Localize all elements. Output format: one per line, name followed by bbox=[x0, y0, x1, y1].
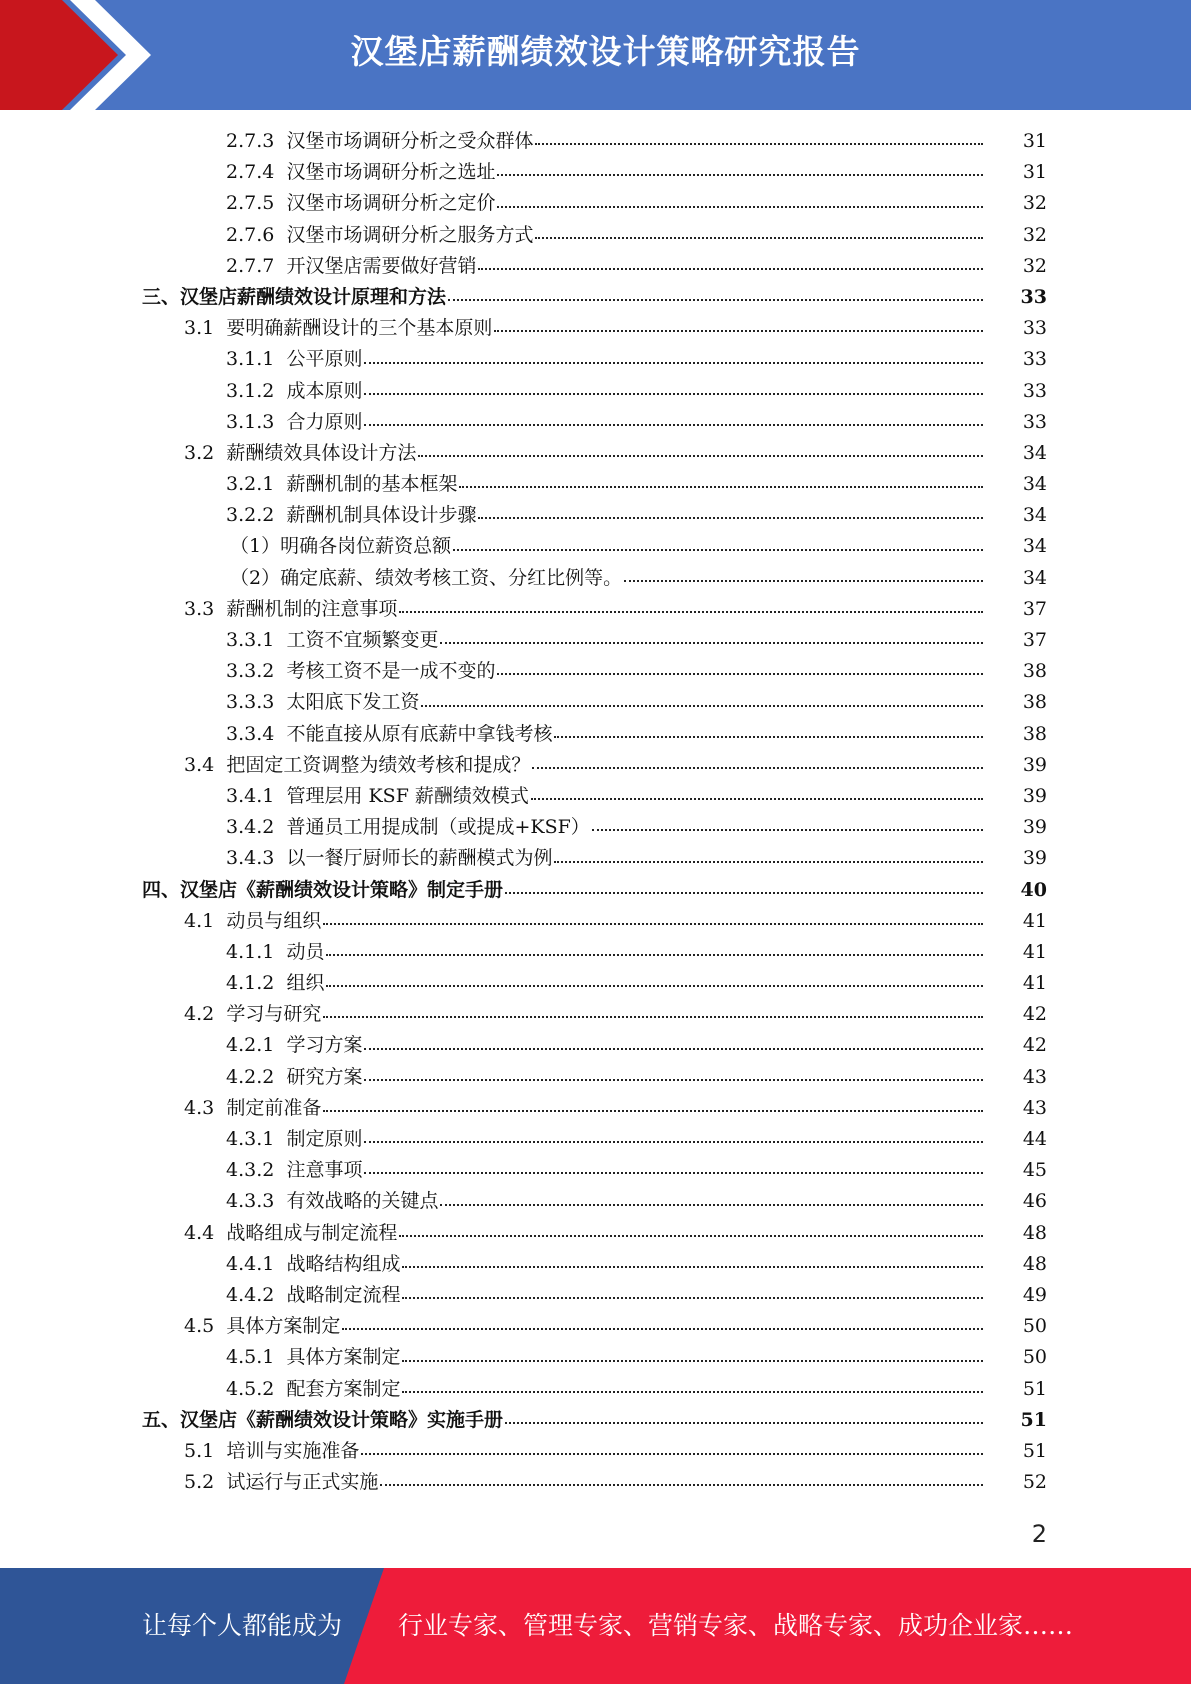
toc-entry-title: 合力原则 bbox=[286, 410, 363, 433]
toc-entry-gap bbox=[214, 317, 226, 339]
toc-entry-gap bbox=[274, 1284, 286, 1306]
toc-entry-page: 50 bbox=[1022, 1346, 1047, 1369]
toc-entry[interactable] bbox=[0, 656, 1191, 687]
toc-entry-title: 普通员工用提成制（或提成+KSF） bbox=[286, 816, 590, 839]
toc-entry-page: 34 bbox=[1022, 441, 1047, 464]
toc-entry[interactable] bbox=[0, 1218, 1191, 1249]
toc-entry[interactable] bbox=[0, 1062, 1191, 1093]
toc-entry-number: 3.3 bbox=[184, 597, 215, 620]
toc-entry-title: 战略结构组成 bbox=[286, 1252, 401, 1275]
toc-entry-title: 公平原则 bbox=[286, 348, 363, 371]
toc-entry-gap bbox=[274, 816, 286, 838]
toc-entry[interactable] bbox=[0, 376, 1191, 407]
toc-entry-gap bbox=[274, 130, 286, 152]
toc-entry-gap bbox=[274, 348, 286, 370]
toc-entry-page: 52 bbox=[1022, 1471, 1047, 1494]
toc-entry-number: 4.4.1 bbox=[226, 1252, 275, 1275]
toc-entry-number: 3.3.3 bbox=[226, 691, 275, 714]
toc-entry[interactable] bbox=[0, 282, 1191, 313]
toc-entry-number: 4.5.2 bbox=[226, 1377, 275, 1400]
toc-dot-leader bbox=[326, 954, 983, 956]
toc-entry[interactable] bbox=[0, 563, 1191, 594]
toc-entry-gap bbox=[274, 1253, 286, 1275]
toc-dot-leader bbox=[342, 1328, 983, 1330]
toc-entry-gap bbox=[214, 754, 226, 776]
toc-entry-title: 学习方案 bbox=[286, 1034, 363, 1057]
toc-entry[interactable] bbox=[0, 1249, 1191, 1280]
toc-entry-gap bbox=[274, 972, 286, 994]
toc-entry-page: 32 bbox=[1022, 223, 1047, 246]
toc-entry-page: 33 bbox=[1022, 348, 1047, 371]
toc-entry-title: 配套方案制定 bbox=[286, 1377, 401, 1400]
toc-entry[interactable] bbox=[0, 687, 1191, 718]
toc-dot-leader bbox=[399, 1235, 983, 1237]
toc-entry-gap bbox=[274, 1378, 286, 1400]
toc-entry-number: 2.7.7 bbox=[226, 254, 275, 277]
toc-dot-leader bbox=[440, 1204, 983, 1206]
toc-entry-gap bbox=[274, 785, 286, 807]
toc-entry-title: 管理层用 KSF 薪酬绩效模式 bbox=[286, 784, 529, 807]
toc-entry[interactable] bbox=[0, 469, 1191, 500]
toc-entry-title: 薪酬机制的注意事项 bbox=[226, 597, 398, 620]
toc-entry-page: 38 bbox=[1022, 722, 1047, 745]
toc-entry-number: 3.4.3 bbox=[226, 847, 275, 870]
toc-entry-gap bbox=[214, 598, 226, 620]
toc-entry-number: 2.7.6 bbox=[226, 223, 275, 246]
toc-entry-number: 4.4.2 bbox=[226, 1283, 275, 1306]
toc-entry-title: 太阳底下发工资 bbox=[286, 691, 420, 714]
toc-entry-gap bbox=[274, 504, 286, 526]
toc-entry[interactable] bbox=[0, 126, 1191, 157]
toc-entry-number: 4.3.2 bbox=[226, 1159, 275, 1182]
toc-entry-page: 33 bbox=[1020, 285, 1047, 308]
toc-entry[interactable] bbox=[0, 1280, 1191, 1311]
toc-dot-leader bbox=[531, 798, 983, 800]
toc-entry[interactable] bbox=[0, 1342, 1191, 1373]
toc-entry-title: 战略制定流程 bbox=[286, 1283, 401, 1306]
toc-entry-title: 组织 bbox=[286, 972, 325, 995]
toc-dot-leader bbox=[592, 829, 983, 831]
toc-entry-page: 48 bbox=[1022, 1221, 1047, 1244]
toc-entry-gap bbox=[214, 442, 226, 464]
toc-entry-title: 三、汉堡店薪酬绩效设计原理和方法 bbox=[142, 285, 447, 308]
toc-entry-title: 要明确薪酬设计的三个基本原则 bbox=[226, 317, 493, 340]
toc-dot-leader bbox=[505, 1422, 983, 1424]
toc-entry[interactable] bbox=[0, 220, 1191, 251]
toc-entry-page: 34 bbox=[1022, 473, 1047, 496]
toc-entry-gap bbox=[274, 224, 286, 246]
toc-dot-leader bbox=[364, 1079, 983, 1081]
toc-dot-leader bbox=[497, 673, 983, 675]
toc-entry-title: 不能直接从原有底薪中拿钱考核 bbox=[286, 722, 553, 745]
toc-entry[interactable] bbox=[0, 1436, 1191, 1467]
toc-entry-gap bbox=[214, 910, 226, 932]
toc-entry-title: 汉堡市场调研分析之受众群体 bbox=[286, 130, 534, 152]
toc-entry-page: 38 bbox=[1022, 691, 1047, 714]
toc-entry-page: 31 bbox=[1022, 130, 1047, 152]
toc-dot-leader bbox=[459, 486, 983, 488]
toc-entry[interactable] bbox=[0, 843, 1191, 874]
toc-entry-number: 3.2.1 bbox=[226, 473, 275, 496]
toc-entry-number: 3.2 bbox=[184, 441, 215, 464]
toc-entry-number: 4.4 bbox=[184, 1221, 215, 1244]
toc-entry[interactable] bbox=[0, 531, 1191, 562]
toc-dot-leader bbox=[532, 767, 983, 769]
toc-dot-leader bbox=[364, 1172, 983, 1174]
page-title: 汉堡店薪酬绩效设计策略研究报告 bbox=[350, 32, 861, 71]
toc-entry-number: 5.2 bbox=[184, 1471, 215, 1494]
toc-entry-title: 考核工资不是一成不变的 bbox=[286, 660, 496, 683]
toc-entry-title: 开汉堡店需要做好营销 bbox=[286, 254, 477, 277]
toc-entry-number: 2.7.4 bbox=[226, 161, 275, 184]
toc-entry-gap bbox=[274, 629, 286, 651]
toc-entry-title: 培训与实施准备 bbox=[226, 1439, 360, 1462]
page-header bbox=[0, 0, 1191, 110]
toc-entry-title: 研究方案 bbox=[286, 1065, 363, 1088]
toc-entry-title: 汉堡市场调研分析之服务方式 bbox=[286, 223, 534, 246]
toc-dot-leader bbox=[497, 174, 983, 176]
page-number: 2 bbox=[1031, 1520, 1047, 1548]
toc-entry-number: 3.3.1 bbox=[226, 629, 275, 651]
toc-dot-leader bbox=[323, 1110, 983, 1112]
toc-entry-gap bbox=[214, 1222, 226, 1244]
toc-entry-page: 33 bbox=[1022, 410, 1047, 433]
toc-dot-leader bbox=[402, 1391, 983, 1393]
toc-entry-page: 34 bbox=[1022, 535, 1047, 558]
toc-entry-number: 3.1.2 bbox=[226, 379, 275, 402]
toc-dot-leader bbox=[364, 1141, 983, 1143]
toc-entry[interactable] bbox=[0, 1124, 1191, 1155]
toc-entry-page: 39 bbox=[1022, 753, 1047, 776]
toc-entry[interactable] bbox=[0, 1155, 1191, 1186]
toc-entry-page: 44 bbox=[1022, 1128, 1047, 1150]
table-of-contents bbox=[0, 126, 1191, 1498]
toc-entry-gap bbox=[274, 411, 286, 433]
toc-dot-leader bbox=[364, 1048, 983, 1050]
toc-entry-page: 31 bbox=[1022, 161, 1047, 184]
toc-entry[interactable] bbox=[0, 875, 1191, 906]
toc-entry[interactable] bbox=[0, 750, 1191, 781]
toc-entry-gap bbox=[274, 192, 286, 214]
toc-entry-page: 41 bbox=[1022, 909, 1047, 932]
footer-slogan-left: 让每个人都能成为 bbox=[142, 1611, 343, 1640]
toc-entry-gap bbox=[274, 691, 286, 713]
toc-dot-leader bbox=[554, 861, 983, 863]
toc-entry-title: （1）明确各岗位薪资总额 bbox=[230, 535, 452, 558]
toc-dot-leader bbox=[440, 642, 983, 644]
toc-entry[interactable] bbox=[0, 625, 1191, 656]
toc-entry-title: 薪酬机制的基本框架 bbox=[286, 473, 458, 496]
toc-entry-page: 51 bbox=[1022, 1377, 1047, 1400]
page-footer bbox=[0, 1568, 1191, 1684]
toc-entry-page: 34 bbox=[1022, 566, 1047, 589]
toc-entry-page: 50 bbox=[1022, 1315, 1047, 1338]
toc-dot-leader bbox=[624, 580, 983, 582]
toc-entry-number: 3.1 bbox=[184, 317, 215, 340]
toc-entry-number: 4.5.1 bbox=[226, 1346, 275, 1369]
toc-dot-leader bbox=[421, 705, 983, 707]
toc-entry-number: 2.7.3 bbox=[226, 130, 275, 152]
toc-entry-gap bbox=[274, 255, 286, 277]
toc-entry-page: 33 bbox=[1022, 379, 1047, 402]
toc-entry[interactable] bbox=[0, 344, 1191, 375]
toc-entry[interactable] bbox=[0, 438, 1191, 469]
toc-dot-leader bbox=[323, 923, 983, 925]
toc-entry[interactable] bbox=[0, 500, 1191, 531]
toc-entry-title: （2）确定底薪、绩效考核工资、分红比例等。 bbox=[230, 566, 623, 589]
toc-entry-page: 33 bbox=[1022, 317, 1047, 340]
toc-entry-page: 41 bbox=[1022, 972, 1047, 995]
toc-entry-title: 具体方案制定 bbox=[226, 1315, 341, 1338]
toc-entry[interactable] bbox=[0, 594, 1191, 625]
toc-dot-leader bbox=[402, 1266, 983, 1268]
toc-entry[interactable] bbox=[0, 1374, 1191, 1405]
toc-dot-leader bbox=[554, 736, 983, 738]
toc-entry-gap bbox=[274, 473, 286, 495]
toc-entry[interactable] bbox=[0, 1186, 1191, 1217]
toc-dot-leader bbox=[364, 362, 983, 364]
toc-entry-page: 48 bbox=[1022, 1252, 1047, 1275]
toc-entry-number: 3.3.2 bbox=[226, 660, 275, 683]
toc-entry-gap bbox=[274, 847, 286, 869]
toc-entry[interactable] bbox=[0, 157, 1191, 188]
toc-dot-leader bbox=[402, 1297, 983, 1299]
toc-entry-title: 制定原则 bbox=[286, 1128, 363, 1150]
toc-dot-leader bbox=[478, 268, 983, 270]
toc-entry-number: 4.2.1 bbox=[226, 1034, 275, 1057]
toc-entry[interactable] bbox=[0, 251, 1191, 282]
toc-entry-page: 42 bbox=[1022, 1034, 1047, 1057]
toc-dot-leader bbox=[494, 330, 983, 332]
toc-entry-page: 45 bbox=[1022, 1159, 1047, 1182]
toc-entry-page: 38 bbox=[1022, 660, 1047, 683]
toc-entry-number: 4.1.1 bbox=[226, 940, 275, 963]
toc-entry-gap bbox=[274, 380, 286, 402]
toc-entry-page: 40 bbox=[1020, 878, 1047, 901]
toc-entry-title: 工资不宜频繁变更 bbox=[286, 629, 439, 651]
toc-entry-title: 有效战略的关键点 bbox=[286, 1190, 439, 1213]
toc-entry-gap bbox=[214, 1003, 226, 1025]
toc-entry[interactable] bbox=[0, 1093, 1191, 1124]
toc-entry[interactable] bbox=[0, 1311, 1191, 1342]
toc-entry-number: 3.3.4 bbox=[226, 722, 275, 745]
toc-entry[interactable] bbox=[0, 313, 1191, 344]
toc-entry-page: 49 bbox=[1022, 1283, 1047, 1306]
toc-entry[interactable] bbox=[0, 999, 1191, 1030]
toc-entry-title: 薪酬绩效具体设计方法 bbox=[226, 441, 417, 464]
toc-entry[interactable] bbox=[0, 407, 1191, 438]
toc-dot-leader bbox=[453, 549, 983, 551]
toc-dot-leader bbox=[535, 143, 983, 145]
toc-entry-page: 51 bbox=[1022, 1439, 1047, 1462]
toc-entry-page: 51 bbox=[1020, 1408, 1047, 1431]
toc-entry-number: 4.3.3 bbox=[226, 1190, 275, 1213]
toc-entry-page: 37 bbox=[1022, 597, 1047, 620]
toc-entry-page: 34 bbox=[1022, 504, 1047, 527]
toc-entry-title: 薪酬机制具体设计步骤 bbox=[286, 504, 477, 527]
toc-entry-page: 32 bbox=[1022, 254, 1047, 277]
toc-entry-title: 试运行与正式实施 bbox=[226, 1471, 379, 1494]
toc-entry[interactable] bbox=[0, 719, 1191, 750]
toc-entry-title: 汉堡市场调研分析之选址 bbox=[286, 161, 496, 184]
toc-dot-leader bbox=[497, 206, 983, 208]
toc-entry-title: 汉堡市场调研分析之定价 bbox=[286, 192, 496, 215]
toc-entry-gap bbox=[274, 1034, 286, 1056]
toc-dot-leader bbox=[448, 299, 983, 301]
toc-entry-number: 2.7.5 bbox=[226, 192, 275, 215]
toc-entry-gap bbox=[274, 1346, 286, 1368]
toc-entry-title: 四、汉堡店《薪酬绩效设计策略》制定手册 bbox=[142, 878, 504, 901]
toc-dot-leader bbox=[364, 424, 983, 426]
toc-dot-leader bbox=[399, 611, 983, 613]
toc-entry-title: 具体方案制定 bbox=[286, 1346, 401, 1369]
toc-entry-gap bbox=[274, 161, 286, 183]
toc-entry-number: 4.3.1 bbox=[226, 1128, 275, 1150]
toc-entry-page: 42 bbox=[1022, 1003, 1047, 1026]
toc-entry-page: 46 bbox=[1022, 1190, 1047, 1213]
toc-entry-page: 39 bbox=[1022, 784, 1047, 807]
toc-entry[interactable] bbox=[0, 781, 1191, 812]
footer-slogan-right: 行业专家、管理专家、营销专家、战略专家、成功企业家…… bbox=[398, 1611, 1074, 1640]
toc-entry-gap bbox=[274, 1128, 286, 1150]
toc-entry-number: 3.4.1 bbox=[226, 784, 275, 807]
toc-entry-title: 战略组成与制定流程 bbox=[226, 1221, 398, 1244]
toc-entry-title: 动员与组织 bbox=[226, 909, 322, 932]
toc-entry-gap bbox=[274, 723, 286, 745]
toc-entry-number: 4.2 bbox=[184, 1003, 215, 1026]
toc-entry[interactable] bbox=[0, 906, 1191, 937]
toc-dot-leader bbox=[505, 892, 983, 894]
toc-dot-leader bbox=[418, 455, 983, 457]
toc-entry-gap bbox=[214, 1440, 226, 1462]
toc-entry-title: 五、汉堡店《薪酬绩效设计策略》实施手册 bbox=[142, 1408, 504, 1431]
toc-entry-title: 成本原则 bbox=[286, 379, 363, 402]
toc-entry-gap bbox=[214, 1471, 226, 1493]
toc-dot-leader bbox=[478, 517, 983, 519]
toc-entry-title: 以一餐厅厨师长的薪酬模式为例 bbox=[286, 847, 553, 870]
toc-entry-number: 3.1.1 bbox=[226, 348, 275, 371]
toc-entry-gap bbox=[214, 1315, 226, 1337]
toc-entry-title: 动员 bbox=[286, 940, 325, 963]
toc-entry-page: 39 bbox=[1022, 847, 1047, 870]
toc-entry-number: 4.1.2 bbox=[226, 972, 275, 995]
toc-entry-gap bbox=[274, 941, 286, 963]
toc-entry-number: 3.2.2 bbox=[226, 504, 275, 527]
toc-entry[interactable] bbox=[0, 1030, 1191, 1061]
toc-entry-gap bbox=[274, 660, 286, 682]
toc-dot-leader bbox=[326, 985, 983, 987]
toc-entry-page: 32 bbox=[1022, 192, 1047, 215]
toc-entry-page: 37 bbox=[1022, 629, 1047, 651]
toc-entry-page: 43 bbox=[1022, 1065, 1047, 1088]
toc-entry-gap bbox=[214, 1097, 226, 1119]
toc-dot-leader bbox=[535, 237, 983, 239]
toc-entry-gap bbox=[274, 1159, 286, 1181]
toc-entry[interactable] bbox=[0, 937, 1191, 968]
toc-entry-number: 4.5 bbox=[184, 1315, 215, 1338]
toc-entry-number: 3.1.3 bbox=[226, 410, 275, 433]
toc-entry-number: 3.4.2 bbox=[226, 816, 275, 839]
header-chevron-icon bbox=[0, 0, 160, 110]
toc-entry-page: 39 bbox=[1022, 816, 1047, 839]
toc-entry[interactable] bbox=[0, 968, 1191, 999]
toc-entry-title: 制定前准备 bbox=[226, 1096, 322, 1119]
toc-dot-leader bbox=[364, 393, 983, 395]
toc-entry-number: 4.2.2 bbox=[226, 1065, 275, 1088]
toc-entry-title: 学习与研究 bbox=[226, 1003, 322, 1026]
toc-entry-gap bbox=[274, 1066, 286, 1088]
toc-entry-title: 把固定工资调整为绩效考核和提成？ bbox=[226, 753, 531, 776]
toc-entry[interactable] bbox=[0, 812, 1191, 843]
toc-dot-leader bbox=[380, 1484, 983, 1486]
toc-dot-leader bbox=[361, 1453, 983, 1455]
toc-entry-number: 5.1 bbox=[184, 1439, 215, 1462]
toc-entry[interactable] bbox=[0, 1467, 1191, 1498]
toc-entry[interactable] bbox=[0, 1405, 1191, 1436]
toc-entry-gap bbox=[274, 1190, 286, 1212]
toc-dot-leader bbox=[402, 1360, 983, 1362]
toc-entry-number: 4.1 bbox=[184, 909, 215, 932]
toc-dot-leader bbox=[323, 1016, 983, 1018]
toc-entry-title: 注意事项 bbox=[286, 1159, 363, 1182]
toc-entry-page: 41 bbox=[1022, 940, 1047, 963]
toc-entry-number: 4.3 bbox=[184, 1096, 215, 1119]
toc-entry-number: 3.4 bbox=[184, 753, 215, 776]
toc-entry[interactable] bbox=[0, 188, 1191, 219]
toc-entry-page: 43 bbox=[1022, 1096, 1047, 1119]
